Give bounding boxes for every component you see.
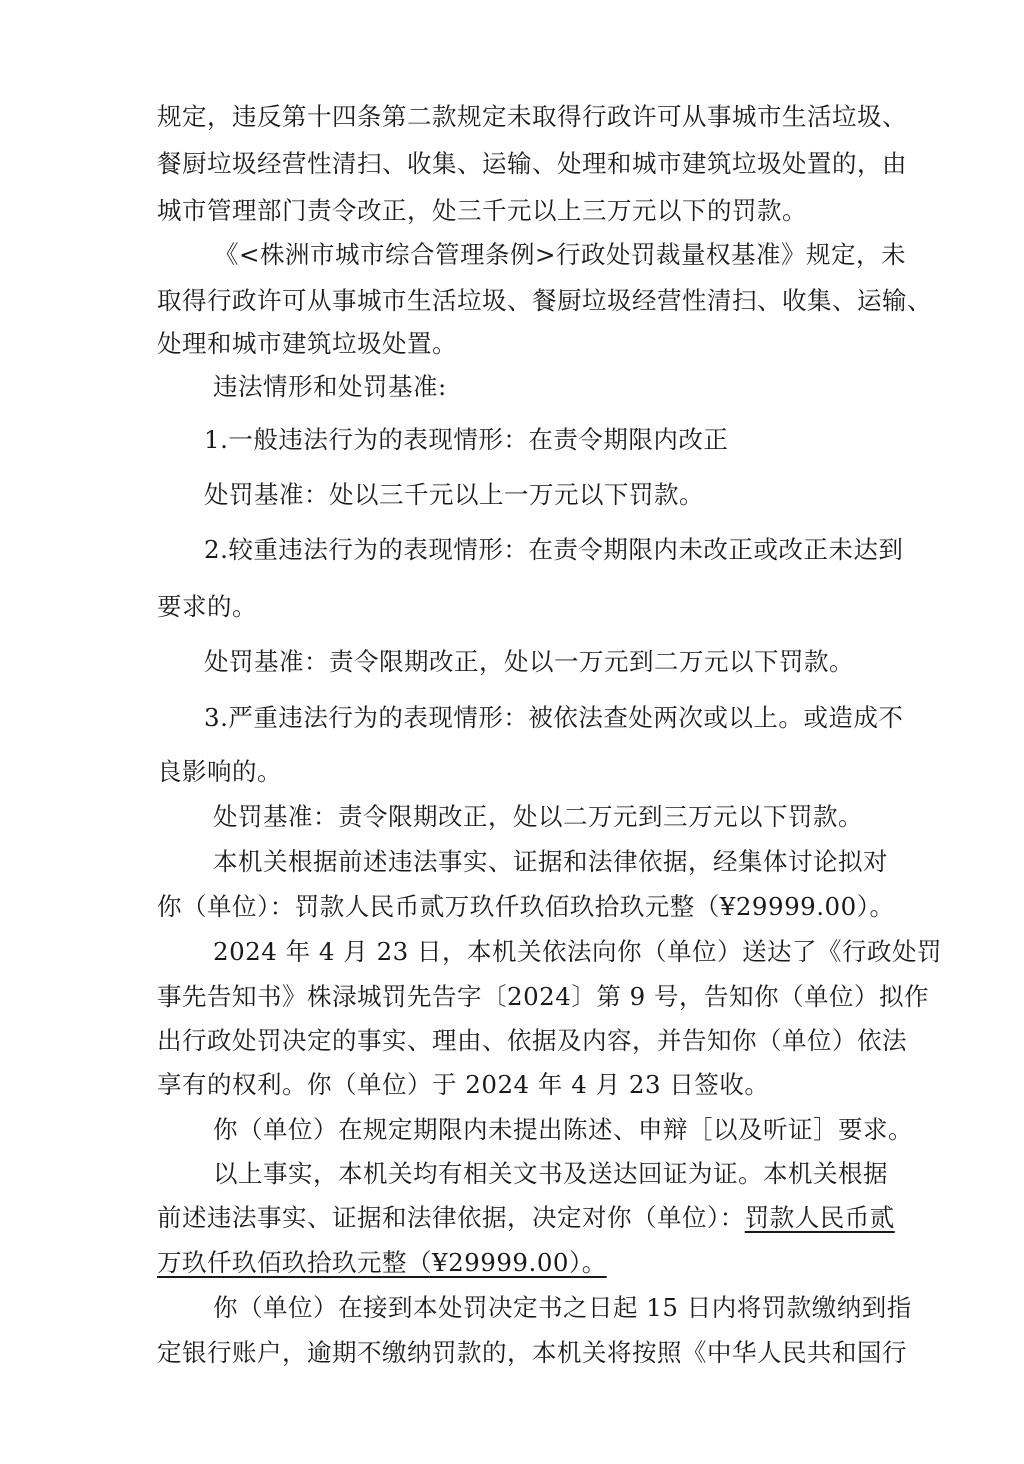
text-line: 你（单位）在接到本处罚决定书之日起 15 日内将罚款缴纳到指	[213, 1293, 912, 1322]
text-line: 处罚基准：责令限期改正，处以二万元到三万元以下罚款。	[213, 802, 863, 831]
text-line: 本机关根据前述违法事实、证据和法律依据，经集体讨论拟对	[213, 847, 888, 876]
text-line: 处罚基准：责令限期改正，处以一万元到二万元以下罚款。	[204, 647, 854, 676]
text-line: 2.较重违法行为的表现情形：在责令期限内未改正或改正未达到	[204, 535, 904, 564]
text-line: 餐厨垃圾经营性清扫、收集、运输、处理和城市建筑垃圾处置的，由	[157, 149, 907, 178]
text-line: 2024 年 4 月 23 日，本机关依法向你（单位）送达了《行政处罚	[213, 937, 943, 966]
text-line: 出行政处罚决定的事实、理由、依据及内容，并告知你（单位）依法	[157, 1026, 907, 1055]
text-line: 良影响的。	[157, 757, 282, 786]
text-line: 处罚基准：处以三千元以上一万元以下罚款。	[204, 480, 704, 509]
text-line: 规定，违反第十四条第二款规定未取得行政许可从事城市生活垃圾、	[157, 102, 907, 131]
text-line: 违法情形和处罚基准:	[213, 372, 447, 401]
text-line: 取得行政许可从事城市生活垃圾、餐厨垃圾经营性清扫、收集、运输、	[157, 286, 932, 315]
text-line: 事先告知书》株渌城罚先告字〔2024〕第 9 号，告知你（单位）拟作	[157, 982, 930, 1011]
text-line: 城市管理部门责令改正，处三千元以上三万元以下的罚款。	[157, 196, 807, 225]
underlined-penalty-amount-line: 万玖仟玖佰玖拾玖元整（¥29999.00）。	[157, 1248, 607, 1277]
text-line: 以上事实，本机关均有相关文书及送达回证为证。本机关根据	[213, 1159, 888, 1188]
text-line	[157, 1202, 895, 1234]
text-line: 《<株洲市城市综合管理条例>行政处罚裁量权基准》规定，未	[214, 240, 907, 269]
text-line: 定银行账户，逾期不缴纳罚款的，本机关将按照《中华人民共和国行	[157, 1338, 907, 1367]
text-line: 要求的。	[157, 592, 257, 621]
text-segment: 前述违法事实、证据和法律依据，决定对你（单位）：	[157, 1203, 745, 1232]
text-line: 享有的权利。你（单位）于 2024 年 4 月 23 日签收。	[157, 1070, 770, 1099]
text-line: 3.严重违法行为的表现情形：被依法查处两次或以上。或造成不	[204, 703, 904, 732]
text-line: 你（单位）在规定期限内未提出陈述、申辩［以及听证］要求。	[213, 1115, 913, 1144]
text-line: 处理和城市建筑垃圾处置。	[157, 329, 457, 358]
text-line: 1.一般违法行为的表现情形：在责令期限内改正	[204, 425, 729, 454]
underlined-penalty-amount: 罚款人民币贰	[744, 1203, 895, 1232]
text-line: 你（单位）：罚款人民币贰万玖仟玖佰玖拾玖元整（¥29999.00）。	[157, 892, 895, 921]
